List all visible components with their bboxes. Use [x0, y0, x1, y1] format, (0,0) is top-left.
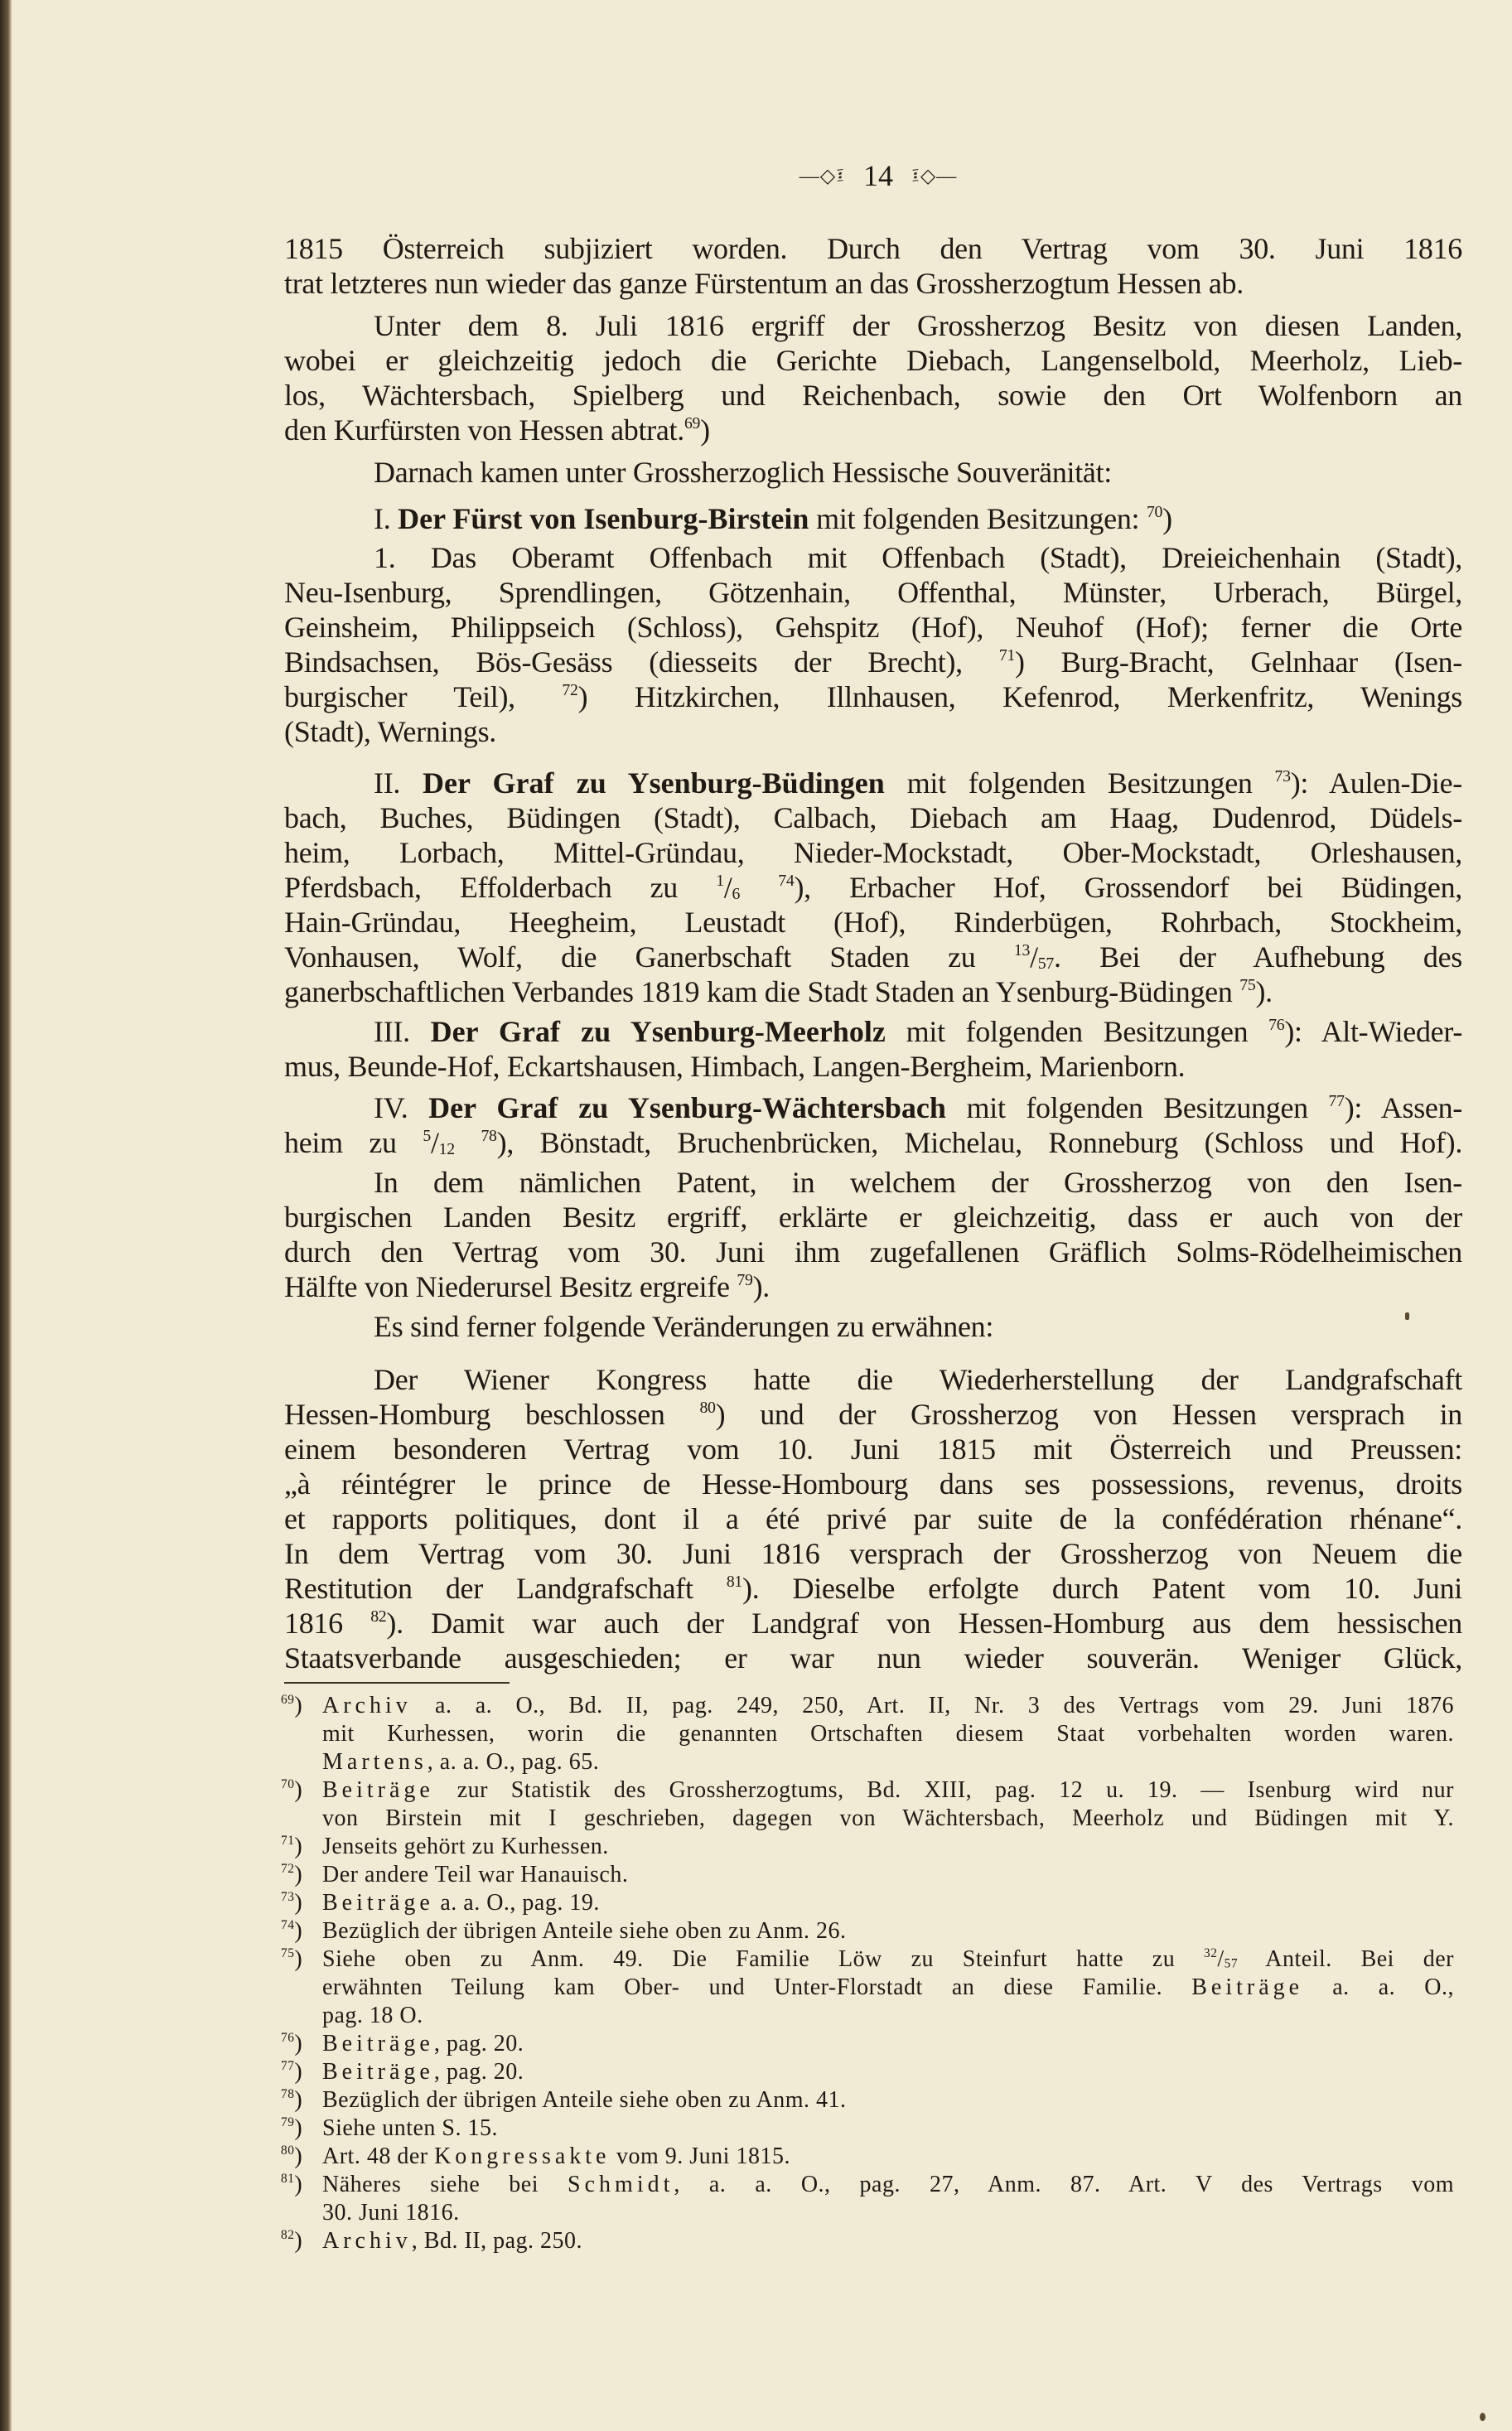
footnote-number: $^{77}$) [281, 2059, 303, 2085]
text-line [284, 1571, 1462, 1606]
ornament-right-icon: ፤◇— [911, 165, 958, 187]
footnote-line [322, 1805, 1454, 1833]
text-run: 1. Das Oberamt Offenbach mit Offenbach (Stadt), Dreieichenhain (Stadt), [374, 541, 1462, 574]
paragraph [284, 1309, 1462, 1344]
text-run: Bezüglich der übrigen Anteile siehe oben zu Anm. 26. [322, 1918, 847, 1944]
footnote-reference: 78 [481, 1127, 497, 1146]
footnote-reference: 69 [684, 414, 701, 433]
text-run [740, 871, 778, 904]
text-run: Der Wiener Kongress hatte die Wiederherstellung der Landgrafschaft [374, 1363, 1462, 1396]
text-line [284, 714, 1462, 749]
text-line [284, 1165, 1462, 1200]
text-run: / [723, 871, 732, 904]
text-run: (Stadt), Wernings. [284, 715, 497, 748]
text-run: ganerbschaftlichen Verbandes 1819 kam die Stadt Staden an Ysenburg-Büdingen [284, 975, 1240, 1008]
footnote [281, 2058, 1454, 2086]
footnote-number: $^{78}$) [281, 2087, 303, 2113]
paragraph [284, 1090, 1462, 1160]
page-header [729, 156, 1027, 196]
footnote-line [322, 2199, 1454, 2227]
spaced-citation: Archiv [322, 1693, 412, 1718]
text-line [284, 679, 1462, 714]
footnote [281, 1917, 1454, 1945]
text-run: mit folgenden Besitzungen [884, 766, 1275, 800]
text-run: ). [1255, 975, 1273, 1008]
footnote-number: $^{73}$) [281, 1890, 303, 1916]
text-run: ). Damit war auch der Landgraf von Hessen-Homburg aus dem hessischen [386, 1607, 1462, 1640]
footnote-line [322, 1861, 1454, 1889]
text-run: 1815 Österreich subjiziert worden. Durch den Vertrag vom 30. Juni 1816 [284, 232, 1462, 265]
text-line [284, 1641, 1462, 1675]
text-run: Pferdsbach, Effolderbach zu [284, 871, 717, 904]
footnote-number-label: 70 [281, 1777, 295, 1792]
text-run: In dem nämlichen Patent, in welchem der Grossherzog von den Isen- [374, 1166, 1462, 1199]
text-run: IV. [374, 1091, 429, 1124]
text-line [284, 266, 1462, 301]
text-line [284, 940, 1462, 974]
text-run: Der andere Teil war Hanauisch. [322, 1862, 629, 1887]
text-run: ): Alt-Wieder- [1284, 1015, 1463, 1048]
text-line [284, 905, 1462, 940]
spaced-citation: Kongressakte [434, 2143, 611, 2169]
text-run: vom 9. Juni 1815. [610, 2143, 790, 2169]
footnotes [281, 1692, 1455, 2255]
footnote-line [322, 2002, 1454, 2030]
text-line [284, 343, 1462, 378]
text-line [284, 870, 1462, 905]
footnote-line [322, 1945, 1454, 1974]
text-run: Neu-Isenburg, Sprendlingen, Götzenhain, Offenthal, Münster, Urberach, Bürgel, [284, 576, 1462, 609]
text-line [284, 1362, 1462, 1397]
footnote-number: $^{70}$) [281, 1777, 303, 1803]
footnote-line [322, 1833, 1454, 1861]
text-run: ), Erbacher Hof, Grossendorf bei Büdingen, [794, 871, 1463, 904]
text-run: et rapports politiques, dont il a été privé par suite de la confédération rhénane“. [284, 1502, 1462, 1535]
text-run: burgischer Teil), [284, 680, 563, 713]
footnote-line [322, 2171, 1454, 2199]
footnote [281, 2171, 1455, 2227]
spaced-citation: Beiträge [322, 1890, 434, 1916]
text-line [284, 1309, 1462, 1344]
text-run: ), Bönstadt, Bruchenbrücken, Michelau, Ronneburg (Schloss und Hof). [496, 1126, 1463, 1159]
footnote-number: $^{72}$) [281, 1862, 303, 1887]
footnote-line [322, 1748, 1454, 1776]
text-run: , a. a. O., pag. 27, Anm. 87. Art. V des Vertrags vom [674, 2172, 1455, 2197]
footnote-number-label: 82 [281, 2228, 295, 2243]
text-run: Anteil. Bei der [1238, 1946, 1454, 1972]
text-line [284, 1049, 1462, 1084]
text-run: mit Kurhessen, worin die genannten Ortschaften diesem Staat vorbehalten worden waren. [322, 1721, 1454, 1747]
text-run: Es sind ferner folgende Veränderungen zu erwähnen: [374, 1310, 994, 1343]
text-run: ) Burg-Bracht, Gelnhaar (Isen- [1015, 645, 1462, 679]
text-run: heim zu [284, 1126, 423, 1159]
footnote-line [322, 2114, 1454, 2143]
footnote-reference: 71 [998, 646, 1016, 665]
footnote [281, 1833, 1454, 1861]
text-run: a. a. O., [1303, 1974, 1454, 2000]
paper-speck [1405, 1312, 1409, 1320]
footnote-line [322, 2030, 1454, 2058]
footnote-number: $^{81}$) [281, 2172, 303, 2197]
text-run: II. [374, 766, 423, 800]
footnote-reference: 75 [1239, 976, 1256, 995]
text-run: Geinsheim, Philippseich (Schloss), Gehspitz (Hof), Neuhof (Hof); ferner die Orte [284, 611, 1462, 644]
text-run: 30. Juni 1816. [322, 2200, 460, 2226]
footnote-reference: 5 [423, 1127, 431, 1146]
text-line [284, 540, 1462, 575]
text-run: / [430, 1126, 439, 1159]
footnote-reference: 70 [1146, 503, 1163, 522]
text-run: , pag. 20. [433, 2031, 524, 2056]
text-line [284, 1235, 1462, 1269]
text-run: Hain-Gründau, Heegheim, Leustadt (Hof), Rinderbügen, Rohrbach, Stockheim, [284, 906, 1462, 939]
footnote-number: $^{79}$) [281, 2115, 303, 2141]
text-run: ) [1162, 502, 1172, 535]
text-run: / [1030, 940, 1038, 974]
text-run: Hälfte von Niederursel Besitz ergreife [284, 1270, 737, 1303]
text-run: Siehe oben zu Anm. 49. Die Familie Löw zu Steinfurt hatte zu [322, 1946, 1204, 1972]
paragraph [284, 540, 1462, 749]
footnote-divider [284, 1682, 510, 1684]
text-line [284, 1536, 1462, 1571]
text-run: Staatsverbande ausgeschieden; er war nun wieder souverän. Weniger Glück, [284, 1641, 1462, 1675]
text-line [284, 1090, 1462, 1125]
spaced-citation: Beiträge [1191, 1974, 1304, 2000]
text-line [284, 835, 1462, 870]
text-run: ) [700, 413, 710, 447]
footnote-number-label: 77 [281, 2059, 295, 2074]
text-run: von Birstein mit I geschrieben, dagegen von Wächtersbach, Meerholz und Büdingen mit Y. [322, 1805, 1454, 1831]
text-run: Restitution der Landgrafschaft [284, 1572, 727, 1605]
text-run: mit folgenden Besitzungen [885, 1015, 1269, 1048]
footnote-line [322, 2058, 1454, 2086]
footnote-reference: 13 [1013, 941, 1031, 960]
paragraph [284, 455, 1462, 490]
text-run: den Kurfürsten von Hessen abtrat. [284, 413, 684, 447]
text-run: 1816 [284, 1607, 371, 1640]
text-run: trat letzteres nun wieder das ganze Fürstentum an das Grossherzogtum Hessen ab. [284, 267, 1244, 300]
footnote-line [322, 1692, 1454, 1720]
main-text [284, 231, 1462, 1675]
footnote [281, 1692, 1454, 1776]
footnote-line [322, 2227, 1454, 2255]
text-line [284, 1432, 1462, 1467]
text-run: a. a. O., pag. 19. [433, 1890, 600, 1916]
text-run: Näheres siehe bei [322, 2172, 568, 2197]
footnote-number-label: 81 [281, 2172, 295, 2187]
footnote [281, 2114, 1454, 2143]
text-line [284, 378, 1462, 413]
text-run: I. [374, 502, 399, 535]
text-line [284, 1125, 1462, 1160]
footnote-number: $^{75}$) [281, 1946, 303, 1972]
text-run: heim, Lorbach, Mittel-Gründau, Nieder-Mockstadt, Ober-Mockstadt, Orleshausen, [284, 836, 1462, 869]
footnote [281, 1945, 1454, 2030]
footnote-number: $^{82}$) [281, 2228, 303, 2254]
footnote-reference: 80 [699, 1399, 716, 1418]
footnote-number-label: 79 [281, 2115, 295, 2130]
text-run: Jenseits gehört zu Kurhessen. [322, 1834, 609, 1859]
paper-speck [1480, 2413, 1485, 2421]
text-line [284, 800, 1462, 835]
spaced-citation: Martens [322, 1749, 428, 1775]
fraction-denominator: 6 [732, 884, 741, 903]
text-line [284, 1606, 1462, 1641]
footnote [281, 2086, 1454, 2114]
text-line [284, 1269, 1462, 1304]
paragraph [284, 501, 1462, 536]
footnote [281, 2143, 1454, 2171]
paragraph [284, 1014, 1462, 1084]
spaced-citation: Beiträge [322, 2059, 434, 2085]
text-run: Art. 48 der [322, 2143, 435, 2169]
footnote-number: $^{71}$) [281, 1834, 303, 1859]
footnote-reference: 76 [1268, 1016, 1285, 1035]
footnote-number-label: 78 [281, 2087, 295, 2102]
text-run: ): Assen- [1344, 1091, 1462, 1124]
text-run: Vonhausen, Wolf, die Ganerbschaft Staden zu [284, 940, 1014, 974]
text-run: mus, Beunde-Hof, Eckartshausen, Himbach, Langen-Bergheim, Marienborn. [284, 1050, 1186, 1083]
footnote-reference: 82 [370, 1607, 387, 1626]
text-run: burgischen Landen Besitz ergriff, erklärte er gleichzeitig, dass er auch von der [284, 1201, 1462, 1234]
paragraph [284, 231, 1462, 301]
bold-heading: Der Fürst von Isenburg-Birstein [398, 502, 809, 535]
text-run: ) Hitzkirchen, Illnhausen, Kefenrod, Merkenfritz, Wenings [577, 680, 1462, 713]
text-run: Siehe unten S. 15. [322, 2115, 498, 2141]
ornament-left-icon: —◇፤ [799, 165, 845, 187]
text-line [284, 974, 1462, 1009]
footnote-number-label: 76 [281, 2031, 295, 2046]
text-run: ): Aulen-Die- [1290, 766, 1462, 800]
text-run: wobei er gleichzeitig jedoch die Gerichte Diebach, Langenselbold, Meerholz, Lieb- [284, 344, 1462, 377]
footnote-number-label: 71 [281, 1834, 295, 1849]
bold-heading: Der Graf zu Ysenburg-Meerholz [430, 1015, 886, 1048]
footnote-number-label: 72 [281, 1862, 295, 1877]
footnote-reference: 74 [778, 872, 795, 891]
footnote-number: $^{80}$) [281, 2143, 303, 2169]
text-run: los, Wächtersbach, Spielberg und Reichenbach, sowie den Ort Wolfenborn an [284, 379, 1462, 412]
text-line [284, 455, 1462, 490]
text-run: / [1217, 1946, 1225, 1972]
footnote-reference: 81 [726, 1573, 743, 1592]
paragraph [284, 1362, 1462, 1675]
footnote [281, 2227, 1454, 2255]
footnote-reference: 72 [562, 681, 578, 700]
text-run: a. a. O., Bd. II, pag. 249, 250, Art. II, Nr. 3 des Vertrags vom 29. Juni 1876 [411, 1693, 1454, 1718]
spaced-citation: Schmidt [568, 2172, 674, 2197]
page-number: 14 [863, 159, 893, 192]
text-run [455, 1126, 481, 1159]
text-run: pag. 18 O. [322, 2003, 423, 2028]
footnote-line [322, 1974, 1454, 2002]
footnote [281, 1889, 1454, 1917]
text-run: Bindsachsen, Bös-Gesäss (diesseits der Brecht), [284, 645, 999, 679]
spaced-citation: Beiträge [322, 1777, 434, 1803]
fraction-denominator: 12 [438, 1139, 455, 1158]
text-run: ). Dieselbe erfolgte durch Patent vom 10. Juni [742, 1572, 1462, 1605]
text-line [284, 1501, 1462, 1536]
text-line [284, 413, 1462, 447]
footnote-number-label: 80 [281, 2143, 295, 2158]
footnote-reference: 79 [737, 1271, 753, 1290]
spaced-citation: Archiv [322, 2228, 412, 2254]
footnote-number: $^{76}$) [281, 2031, 303, 2056]
footnote-reference: 77 [1328, 1092, 1345, 1111]
footnote [281, 2030, 1454, 2058]
book-spine-edge [0, 0, 12, 2431]
text-run: zur Statistik des Grossherzogtums, Bd. XIII, pag. 12 u. 19. — Isenburg wird nur [433, 1777, 1454, 1803]
text-line [284, 766, 1462, 800]
footnote-line [322, 1720, 1454, 1748]
text-line [284, 575, 1462, 610]
footnote-number-label: 75 [281, 1946, 295, 1961]
text-line [284, 645, 1462, 679]
bold-heading: Der Graf zu Ysenburg-Büdingen [423, 766, 885, 800]
footnote-line [322, 1889, 1454, 1917]
footnote-reference: 1 [716, 872, 724, 891]
text-line [284, 1014, 1462, 1049]
text-line [284, 501, 1462, 536]
text-run: Unter dem 8. Juli 1816 ergriff der Grossherzog Besitz von diesen Landen, [374, 309, 1462, 342]
text-run: In dem Vertrag vom 30. Juni 1816 versprach der Grossherzog von Neuem die [284, 1537, 1462, 1570]
footnote-reference: 73 [1274, 767, 1291, 786]
footnote-line [322, 1917, 1454, 1945]
fraction-denominator: 57 [1224, 1956, 1239, 1971]
text-run: Bezüglich der übrigen Anteile siehe oben zu Anm. 41. [322, 2087, 847, 2113]
fraction-denominator: 57 [1037, 954, 1054, 973]
footnote-line [322, 1776, 1454, 1805]
text-run: erwähnten Teilung kam Ober- und Unter-Florstadt an diese Familie. [322, 1974, 1192, 2000]
text-line [284, 308, 1462, 343]
text-run: , pag. 20. [433, 2059, 524, 2085]
paragraph [284, 308, 1462, 447]
text-run: bach, Buches, Büdingen (Stadt), Calbach, Diebach am Haag, Dudenrod, Düdels- [284, 801, 1462, 834]
bold-heading: Der Graf zu Ysenburg-Wächtersbach [428, 1091, 946, 1124]
footnote [281, 1861, 1454, 1889]
text-run: III. [374, 1015, 431, 1048]
footnote [281, 1776, 1454, 1833]
text-run: Darnach kamen unter Grossherzoglich Hessische Souveränität: [374, 456, 1113, 489]
spaced-citation: Beiträge [322, 2031, 434, 2056]
footnote-line [322, 2143, 1454, 2171]
text-run: , Bd. II, pag. 250. [411, 2228, 583, 2254]
text-run: ) und der Grossherzog von Hessen versprach in [715, 1398, 1462, 1431]
paragraph [284, 1165, 1462, 1304]
text-run: einem besonderen Vertrag vom 10. Juni 1815 mit Österreich und Preussen: [284, 1433, 1462, 1466]
text-run: , a. a. O., pag. 65. [427, 1749, 600, 1775]
text-line [284, 231, 1462, 266]
footnote-number-label: 74 [281, 1918, 295, 1933]
footnote-number: $^{74}$) [281, 1918, 303, 1944]
text-line [284, 1467, 1462, 1501]
text-run: „à réintégrer le prince de Hesse-Hombourg dans ses possessions, revenus, droits [284, 1467, 1462, 1501]
footnote-number-label: 69 [281, 1693, 295, 1708]
text-run: mit folgenden Besitzungen: [809, 502, 1147, 535]
text-run: mit folgenden Besitzungen [945, 1091, 1329, 1124]
footnote-line [322, 2086, 1454, 2114]
footnote-number: $^{69}$) [281, 1693, 303, 1718]
text-run: durch den Vertrag vom 30. Juni ihm zugefallenen Gräflich Solms-Rödelheimischen [284, 1235, 1462, 1269]
text-line [284, 610, 1462, 645]
text-run: Hessen-Homburg beschlossen [284, 1398, 700, 1431]
footnote-reference: 32 [1204, 1946, 1218, 1961]
text-run: . Bei der Aufhebung des [1053, 940, 1463, 974]
paragraph [284, 766, 1462, 1009]
text-run: ). [752, 1270, 770, 1303]
text-line [284, 1200, 1462, 1235]
footnote-number-label: 73 [281, 1890, 295, 1905]
text-line [284, 1397, 1462, 1432]
